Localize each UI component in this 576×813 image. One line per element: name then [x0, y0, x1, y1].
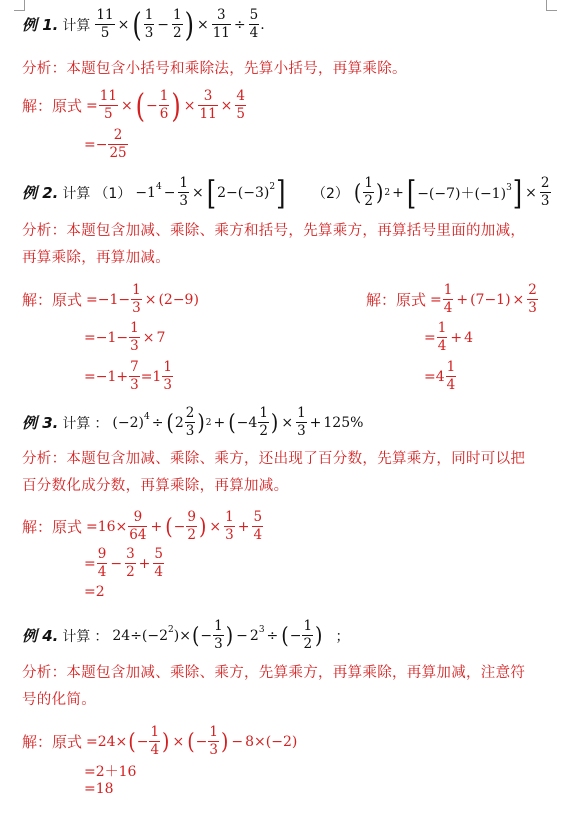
- example-4-analysis: 分析：本题包含加减、乘除、乘方，先算乘方，再算乘除，再算加减，注意符号的化简。: [22, 665, 526, 708]
- example-2-solution-2-line-3: =4 $\frac{1}{4}$: [424, 359, 456, 393]
- example-1-solution-line-1: 解：原式 = $\frac{11}{5}$ × ( − $\frac{1}{6}$ ) × $\frac{3}{11}$ × $\frac{4}{5}$: [22, 86, 245, 125]
- example-3-solution-line-3: =2: [84, 584, 105, 600]
- example-3-analysis: 分析：本题包含加减、乘除、乘方，还出现了百分数，先算乘方，同时可以把百分数化成分数，再算乘除，再算加减。: [22, 451, 526, 494]
- compute-label: 计算: [62, 17, 91, 34]
- example-1-analysis: 分析：本题包含小括号和乘除法，先算小括号，再算乘除。: [22, 61, 407, 77]
- example-1-problem: [22, 5, 265, 44]
- example-4-problem: 例 4. 计算 ： $24\div(-2^2)\times$ ( − $\frac{1}{3}$ ) − $2^3$ ÷ ( − $\frac{1}{2}$ ) ；: [22, 618, 350, 652]
- example-2-solution-2-line-1: 解：原式 = $\frac{1}{4}$ + (7−1) × $\frac{2}{3}$: [366, 282, 537, 316]
- example-2-problem: 例 2. 计算 （1） $-1^4$ − $\frac{1}{3}$ × [ $2-(-3)^2$ ]: [22, 173, 286, 212]
- example-3-problem: 例 3. 计算 ： $(-2)^4$ ÷ ( 2 $\frac{2}{3}$ ) 2 + ( −4 $\frac{1}{2}$ ) × $\frac{1}{3}$ + 125%: [22, 405, 364, 439]
- example-3-expression: $(-2)^4$ ÷ ( 2 $\frac{2}{3}$ ) 2 + ( −4 $\frac{1}{2}$ ) × $\frac{1}{3}$ + 125%: [112, 405, 364, 439]
- example-1-solution-line-2: =− $\frac{2}{25}$: [84, 127, 127, 161]
- example-4-solution-line-3: =18: [84, 781, 114, 797]
- example-4-solution-line-2: =2＋16: [84, 764, 137, 780]
- example-2-solution-1-line-1: 解：原式 =−1− $\frac{1}{3}$ × (2−9): [22, 282, 199, 316]
- example-2-solution-1-line-2: =−1− $\frac{1}{3}$ × 7: [84, 320, 166, 354]
- example-1-expression: $\frac{11}{5}$ × ( $\frac{1}{3}$ − $\frac{1}{2}$ ) × $\frac{3}{11}$ ÷ $\frac{5}{4}$ .: [96, 5, 265, 44]
- example-2-solution-2-line-2: = $\frac{1}{4}$ + 4: [424, 320, 473, 354]
- example-4-solution-line-1: 解：原式 =24× ( − $\frac{1}{4}$ ) × ( − $\frac{1}{3}$ ) − 8×(−2): [22, 724, 298, 758]
- example-2-heading: 例 2.: [22, 184, 59, 202]
- example-4-heading: 例 4.: [22, 627, 59, 645]
- example-1-heading: 例 1.: [22, 16, 59, 34]
- example-3-solution-line-2: = $\frac{9}{4}$ − $\frac{3}{2}$ + $\frac{5}{4}$: [84, 546, 163, 580]
- example-3-heading: 例 3.: [22, 414, 59, 432]
- example-2-analysis: 分析：本题包含加减、乘除、乘方和括号，先算乘方，再算括号里面的加减，再算乘除，再算加减。: [22, 223, 526, 266]
- example-4-expression: $24\div(-2^2)\times$ ( − $\frac{1}{3}$ ) − $2^3$ ÷ ( − $\frac{1}{2}$ ) ；: [112, 618, 350, 652]
- example-3-solution-line-1: 解：原式 =16× $\frac{9}{64}$ + ( − $\frac{9}{2}$ ) × $\frac{1}{3}$ + $\frac{5}{4}$: [22, 509, 263, 543]
- example-2-solution-1-line-3: =−1+ $\frac{7}{3}$ =1 $\frac{1}{3}$: [84, 359, 172, 393]
- example-2-part-2-expression: ( $\frac{1}{2}$ ) 2 + [ $-(-7)+(-1)^3$ ] × $\frac{2}{3}$: [353, 173, 550, 212]
- example-2-part-1-expression: $-1^4$ − $\frac{1}{3}$ × [ $2-(-3)^2$ ]: [135, 173, 286, 212]
- example-2-part-2: （2） ( $\frac{1}{2}$ ) 2 + [ $-(-7)+(-1)^3$ ] × $\frac{2}{3}$: [312, 173, 550, 212]
- page-corner-mark-right: [546, 0, 557, 11]
